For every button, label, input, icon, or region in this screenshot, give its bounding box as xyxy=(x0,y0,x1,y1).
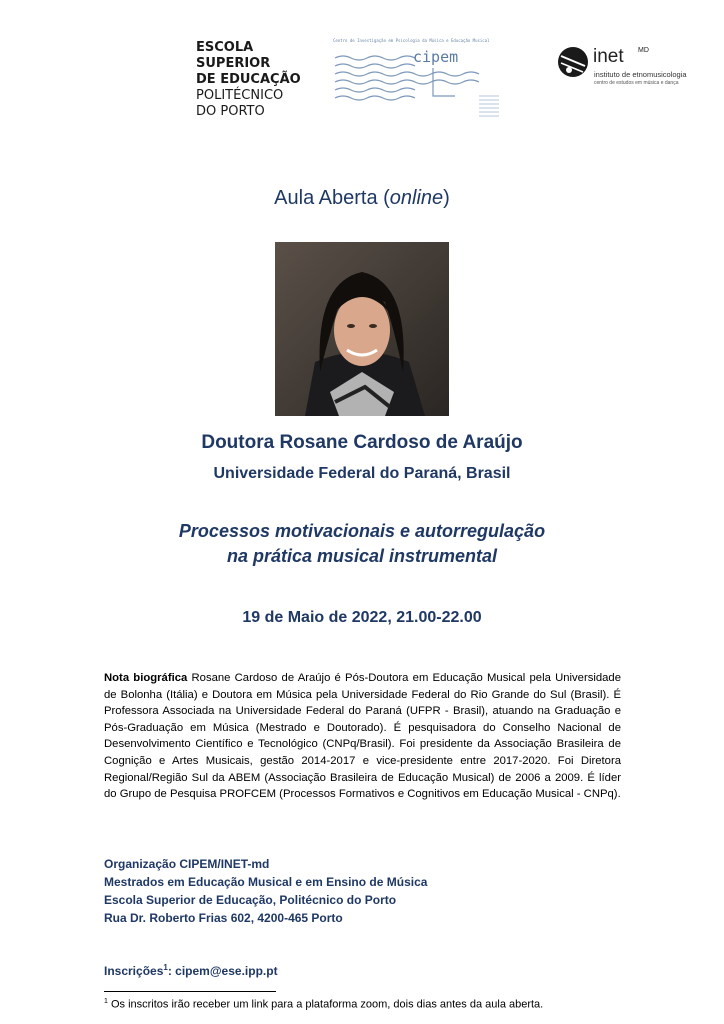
title-italic: online xyxy=(389,187,444,209)
cipem-logo xyxy=(333,38,503,118)
inet-logo-name: inet xyxy=(593,46,624,67)
speaker-name: Doutora Rosane Cardoso de Araújo xyxy=(201,432,523,453)
inet-logo-subtitle2: centro de estudos em música e dança xyxy=(594,80,679,86)
lecture-title-line2: na prática musical instrumental xyxy=(226,546,498,566)
bio-text: Rosane Cardoso de Araújo é Pós-Doutora em Educação Musical pela Universidade de Bolonha (Itália) e Doutora em Música pela Universidade Federal do Rio Grande do Sul (Brasil). É Professora Associada na Universidade Federal do Paraná (UFPR - Brasil), atuando na Graduação e Pós-Graduação em Música (Mestrado e Doutorado). É pesquisadora do Conselho Nacional de Desenvolvimento Científico e Tecnológico (CNPq/Brasil). Foi presidente da Associação Brasileira de Cognição e Artes Musicais, gestão 2014-2017 e vice-presidente entre 2017-2020. Foi Diretora Regional/Região Sul da ABEM (Associação Brasileira de Educação Musical) de 2006 a 2009. É líder do Grupo de Pesquisa PROFCEM (Processos Formativos e Cognitivos em Educação Musical - CNPq). xyxy=(104,672,621,801)
bio-label: Nota biográfica xyxy=(104,672,188,684)
inet-logo-subtitle: instituto de etnomusicologia xyxy=(594,70,687,79)
inet-circle-icon xyxy=(555,44,591,84)
lecture-title xyxy=(0,519,724,569)
title-prefix: Aula Aberta ( xyxy=(274,187,390,209)
footnote xyxy=(104,998,543,1011)
ese-logo-line5: DO PORTO xyxy=(196,104,265,119)
organization-line3: Escola Superior de Educação, Politécnico do Porto xyxy=(104,893,397,907)
registration-footnote-mark: 1 xyxy=(163,963,168,972)
speaker-photo xyxy=(275,242,449,416)
ese-logo-line2: SUPERIOR xyxy=(196,56,271,71)
organization-block xyxy=(104,855,427,927)
cipem-logo-subtitle: Centro de Investigação em Psicologia da Música e Educação Musical xyxy=(333,38,490,43)
organization-line4: Rua Dr. Roberto Frias 602, 4200-465 Porto xyxy=(104,911,343,925)
event-date: 19 de Maio de 2022, 21.00-22.00 xyxy=(242,609,482,626)
cipem-logo-name: cipem xyxy=(413,48,459,66)
footnote-mark: 1 xyxy=(104,998,108,1005)
title-suffix: ) xyxy=(443,187,450,209)
page-title xyxy=(0,187,724,210)
registration-separator: : xyxy=(167,964,176,978)
lecture-title-line1: Processos motivacionais e autorregulação xyxy=(178,521,546,541)
registration-email-link[interactable]: cipem@ese.ipp.pt xyxy=(175,964,278,978)
inet-logo-superscript: MD xyxy=(638,47,649,54)
organization-line2: Mestrados em Educação Musical e em Ensino de Música xyxy=(104,875,428,889)
organization-line1: Organização CIPEM/INET-md xyxy=(104,857,270,871)
speaker-affiliation: Universidade Federal do Paraná, Brasil xyxy=(213,465,511,482)
ese-logo-line3: DE EDUCAÇÃO xyxy=(196,72,301,87)
ese-logo-line4: POLITÉCNICO xyxy=(196,88,284,103)
footnote-separator xyxy=(104,991,276,992)
inet-logo xyxy=(555,44,695,94)
registration-label: Inscrições xyxy=(104,964,164,978)
ese-logo-line1: ESCOLA xyxy=(196,40,254,55)
speaker-portrait-image xyxy=(275,242,449,416)
registration-line xyxy=(104,963,278,978)
bio-paragraph xyxy=(104,670,621,803)
ese-logo xyxy=(196,40,301,120)
footnote-text: Os inscritos irão receber um link para a plataforma zoom, dois dias antes da aula aberta. xyxy=(107,998,544,1011)
